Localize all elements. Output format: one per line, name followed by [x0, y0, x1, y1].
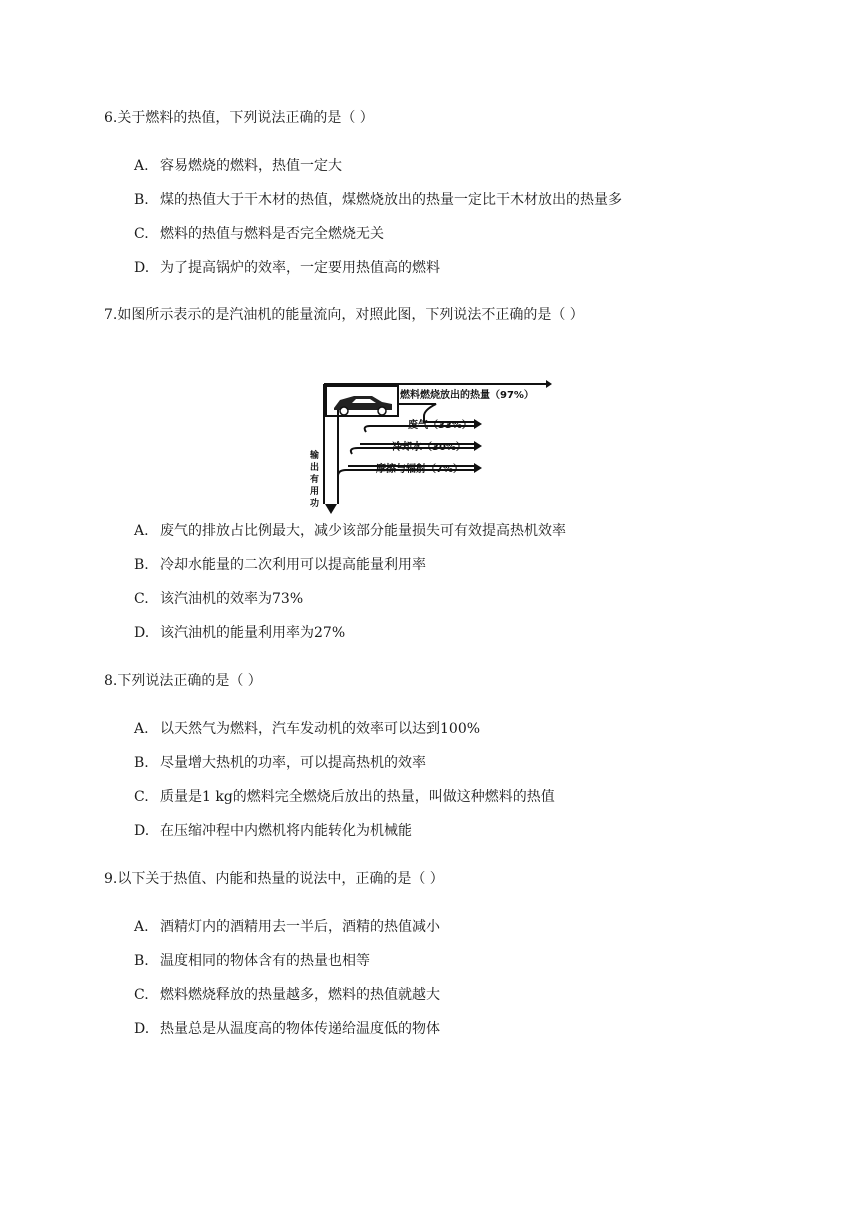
fuel-arrow-icon: [546, 380, 552, 388]
option-label: B.: [134, 557, 149, 573]
output-char-3: 有: [310, 475, 320, 485]
question-7-option-d: [134, 623, 345, 643]
cooling-label: 冷却水（30%）: [392, 442, 466, 453]
exhaust-label: 废气（33%）: [408, 420, 472, 431]
option-text: 温度相同的物体含有的热量也相等: [160, 953, 370, 969]
option-label: B.: [134, 192, 149, 208]
option-text: 冷却水能量的二次利用可以提高能量利用率: [160, 557, 426, 573]
output-arrow-icon: [325, 504, 337, 514]
question-8-option-c: [134, 787, 555, 807]
question-8-option-b: [134, 753, 426, 773]
question-8-option-a: [134, 719, 480, 739]
option-label: A.: [134, 721, 149, 737]
option-label: A.: [134, 523, 149, 539]
option-text: 容易燃烧的燃料，热值一定大: [160, 158, 342, 174]
option-label: B.: [134, 755, 149, 771]
output-char-5: 功: [310, 499, 320, 509]
question-7-option-b: [134, 555, 426, 575]
question-6-option-b: [134, 190, 622, 210]
option-text: 燃料的热值与燃料是否完全燃烧无关: [160, 226, 384, 242]
question-6-option-c: [134, 224, 384, 244]
option-label: A.: [134, 919, 149, 935]
option-label: C.: [134, 591, 149, 607]
question-7-option-a: [134, 521, 566, 541]
question-6-option-d: [134, 258, 440, 278]
output-char-1: 输: [310, 451, 320, 461]
question-8-option-d: [134, 821, 412, 841]
question-7-option-c: [134, 589, 303, 609]
option-label: D.: [134, 625, 150, 641]
energy-flow-diagram: [306, 378, 556, 516]
question-9-option-d: [134, 1019, 440, 1039]
question-6-option-a: [134, 156, 342, 176]
cooling-arrow-icon: [474, 441, 482, 451]
question-9-stem: 9.以下关于热值、内能和热量的说法中，正确的是（ ）: [104, 871, 444, 887]
option-label: D.: [134, 1021, 150, 1037]
option-label: A.: [134, 158, 149, 174]
output-char-4: 用: [310, 487, 320, 497]
question-7-stem: 7.如图所示表示的是汽油机的能量流向，对照此图，下列说法不正确的是（ ）: [104, 307, 584, 323]
question-9-option-a: [134, 917, 440, 937]
question-8-stem: 8.下列说法正确的是（ ）: [104, 673, 262, 689]
output-char-2: 出: [310, 463, 320, 473]
option-label: B.: [134, 953, 149, 969]
fuel-heat-label: 燃料燃烧放出的热量（97%）: [400, 390, 534, 401]
friction-arrow-icon: [474, 463, 482, 473]
option-text: 酒精灯内的酒精用去一半后，酒精的热值减小: [160, 919, 440, 935]
option-text: 该汽油机的效率为73%: [160, 591, 304, 607]
option-label: C.: [134, 987, 149, 1003]
option-text: 该汽油机的能量利用率为27%: [160, 625, 346, 641]
option-text: 尽量增大热机的功率，可以提高热机的效率: [160, 755, 426, 771]
option-label: C.: [134, 226, 149, 242]
car-icon: [334, 396, 392, 415]
option-label: D.: [134, 823, 150, 839]
option-text: 热量总是从温度高的物体传递给温度低的物体: [160, 1021, 440, 1037]
question-6-stem: 6.关于燃料的热值，下列说法正确的是（ ）: [104, 110, 374, 126]
option-text: 为了提高锅炉的效率，一定要用热值高的燃料: [160, 260, 440, 276]
option-text: 废气的排放占比例最大，减少该部分能量损失可有效提高热机效率: [160, 523, 566, 539]
friction-label: 摩擦与辐射（7%）: [376, 464, 463, 475]
exhaust-arrow-icon: [474, 419, 482, 429]
option-text: 燃料燃烧释放的热量越多，燃料的热值就越大: [160, 987, 440, 1003]
option-label: D.: [134, 260, 150, 276]
option-text: 质量是1 kg的燃料完全燃烧后放出的热量，叫做这种燃料的热值: [160, 789, 555, 805]
option-text: 在压缩冲程中内燃机将内能转化为机械能: [160, 823, 412, 839]
question-9-option-c: [134, 985, 440, 1005]
option-text: 以天然气为燃料，汽车发动机的效率可以达到100%: [160, 721, 481, 737]
question-9-option-b: [134, 951, 370, 971]
option-text: 煤的热值大于干木材的热值，煤燃烧放出的热量一定比干木材放出的热量多: [160, 192, 622, 208]
option-label: C.: [134, 789, 149, 805]
